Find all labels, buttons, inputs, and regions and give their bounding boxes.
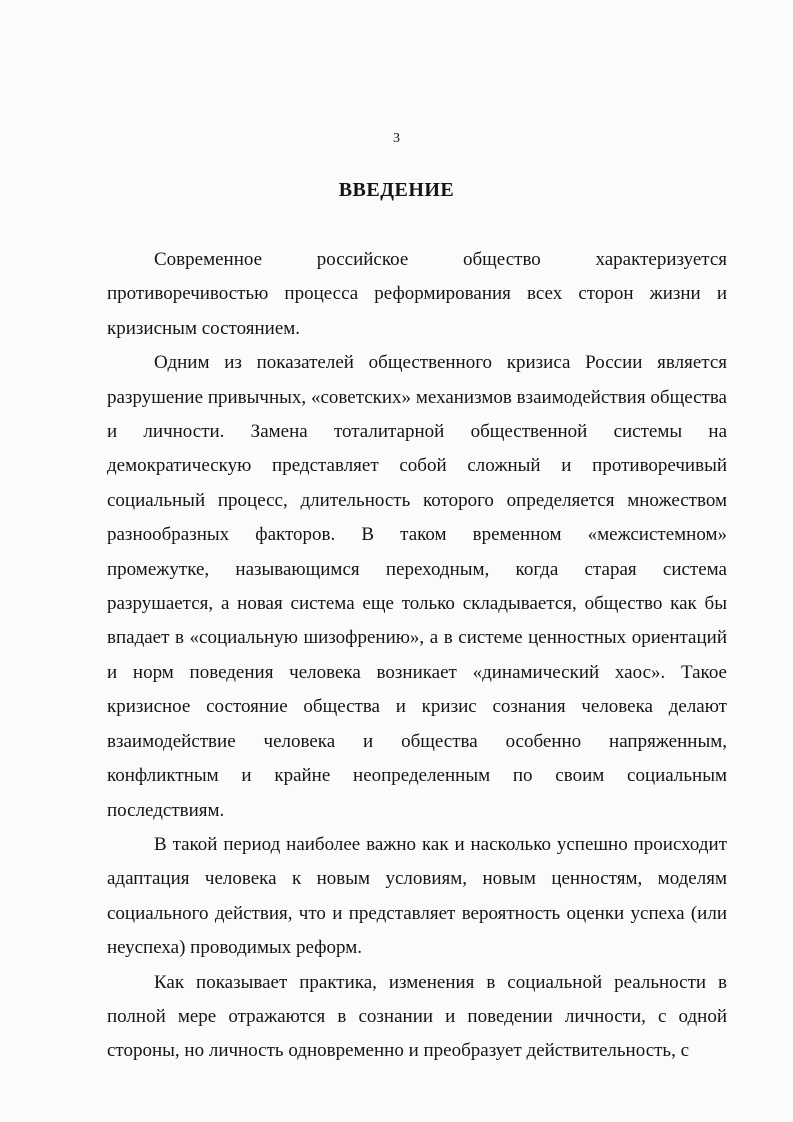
paragraph-3: В такой период наиболее важно как и насколько успешно происходит адаптация человека к новым условиям, новым ценностям, моделям социального действия, что и представляет вероятность оценки успеха (или неуспеха) проводимых реформ. [107,833,727,959]
document-body [107,243,727,1069]
page-title: ВВЕДЕНИЕ [338,179,455,201]
paragraph-1: Современное российское общество характеризуется противоречивостью процесса реформирования всех сторон жизни и кризисным состоянием. [107,249,727,339]
page-number: 3 [393,131,400,146]
paragraph-4: Как показывает практика, изменения в социальной реальности в полной мере отражаются в сознании и поведении личности, с одной стороны, но личность одновременно и преобразует действительность, с [107,971,727,1062]
paragraph-2: Одним из показателей общественного кризиса России является разрушение привычных, «советских» механизмов взаимодействия общества и личности. Замена тоталитарной общественной системы на демократическую представляет собой сложный и противоречивый социальный процесс, длительность которого определяется множеством разнообразных факторов. В таком временном «межсистемном» промежутке, называющимся переходным, когда старая система разрушается, а новая система еще только складывается, общество как бы впадает в «социальную шизофрению», а в системе ценностных ориентаций и норм поведения человека возникает «динамический хаос». Такое кризисное состояние общества и кризис сознания человека делают взаимодействие человека и общества особенно напряженным, конфликтным и крайне неопределенным по своим социальным последствиям. [107,352,727,821]
